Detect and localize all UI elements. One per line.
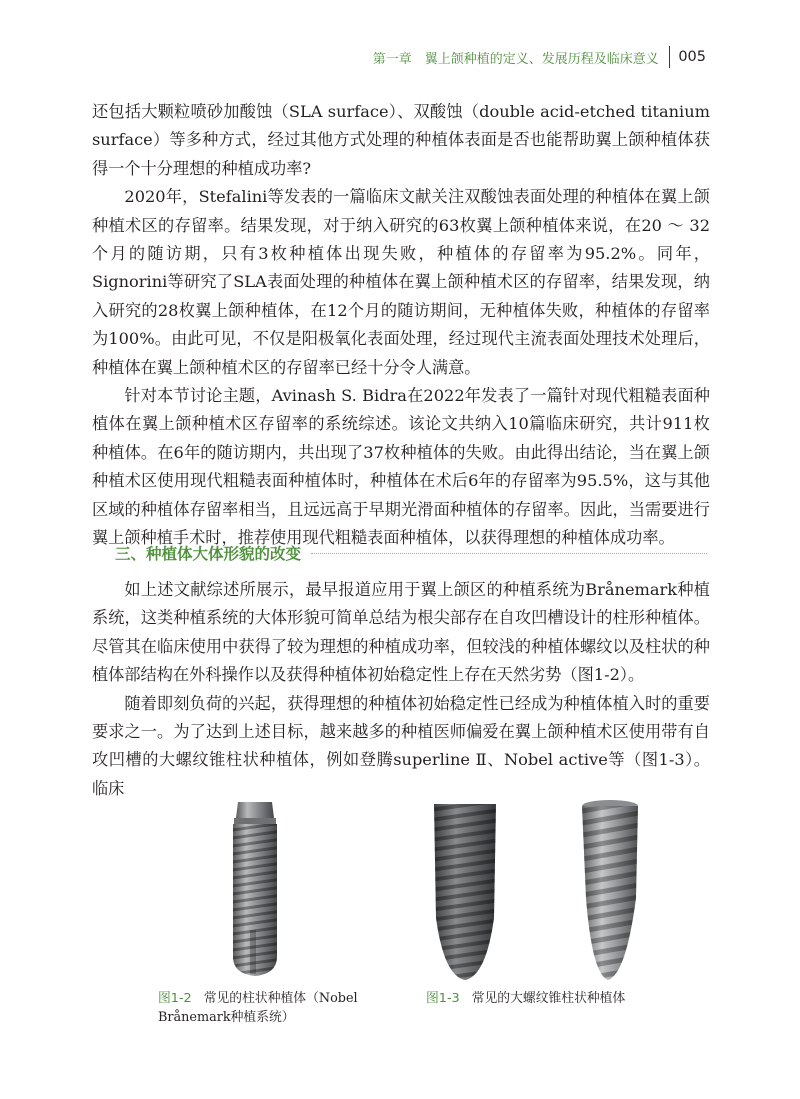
tapered-implant-image-left: [430, 798, 500, 984]
figure-caption-text: 常见的大螺纹锥柱状种植体: [471, 991, 626, 1006]
figure-caption: [158, 989, 378, 1027]
body-text-top: [92, 98, 710, 553]
paragraph: 还包括大颗粒喷砂加酸蚀（SLA surface）、双酸蚀（double acid-etched titanium surface）等多种方式，经过其他方式处理的种植体表面是否也能帮助翼上颌种植体获得一个十分理想的种植成功率?: [92, 102, 710, 178]
paragraph: 针对本节讨论主题，Avinash S. Bidra在2022年发表了一篇针对现代粗糙表面种植体在翼上颌种植术区存留率的系统综述。该论文共纳入10篇临床研究，共计911枚种植体。在6年的随访期内，共出现了37枚种植体的失败。由此得出结论，当在翼上颌种植术区使用现代粗糙表面种植体时，种植体在术后6年的存留率为95.5%，这与其他区域的种植体存留率相当，且远远高于早期光滑面种植体的存留率。因此，当需要进行翼上颌种植手术时，推荐使用现代粗糙表面种植体，以获得理想的种植体成功率。: [92, 386, 710, 548]
figure-caption: [426, 989, 686, 1008]
cylindrical-implant-image: [222, 798, 288, 978]
page-number: 005: [678, 49, 706, 65]
chapter-title: 第一章 翼上颌种植的定义、发展历程及临床意义: [372, 51, 659, 67]
header-divider: [669, 46, 671, 68]
running-header: [0, 44, 706, 70]
figure-number: 图1-2: [158, 991, 192, 1006]
section-divider: [311, 553, 707, 554]
body-text-bottom: [92, 576, 710, 803]
figure-number: 图1-3: [426, 991, 460, 1006]
section-heading: [115, 540, 707, 566]
section-title: 三、种植体大体形貌的改变: [115, 545, 302, 563]
paragraph: 随着即刻负荷的兴起，获得理想的种植体初始稳定性已经成为种植体植入时的重要要求之一。为了达到上述目标，越来越多的种植医师偏爱在翼上颌种植术区使用带有自攻凹槽的大螺纹锥柱状种植体，例如登腾superline Ⅱ、Nobel active等（图1-3）。临床: [92, 693, 710, 798]
figure-caption-text: 常见的柱状种植体（Nobel Brånemark种植系统）: [158, 991, 358, 1025]
paragraph: 如上述文献综述所展示，最早报道应用于翼上颌区的种植系统为Brånemark种植系统，这类种植系统的大体形貌可简单总结为根尖部存在自攻凹槽设计的柱形种植体。尽管其在临床使用中获得了较为理想的种植成功率，但较浅的种植体螺纹以及柱状的种植体部结构在外科操作以及获得种植体初始稳定性上存在天然劣势（图1-2）。: [92, 580, 710, 685]
paragraph: 2020年，Stefalini等发表的一篇临床文献关注双酸蚀表面处理的种植体在翼上颌种植术区的存留率。结果发现，对于纳入研究的63枚翼上颌种植体来说，在20 ～ 32个月的随访期，只有3枚种植体出现失败，种植体的存留率为95.2%。同年，Signorini等研究了SLA表面处理的种植体在翼上颌种植术区的存留率，结果发现，纳入研究的28枚翼上颌种植体，在12个月的随访期间，无种植体失败，种植体的存留率为100%。由此可见，不仅是阳极氧化表面处理，经过现代主流表面处理技术处理后，种植体在翼上颌种植术区的存留率已经十分令人满意。: [92, 187, 710, 377]
tapered-implant-image-right: [574, 798, 646, 984]
